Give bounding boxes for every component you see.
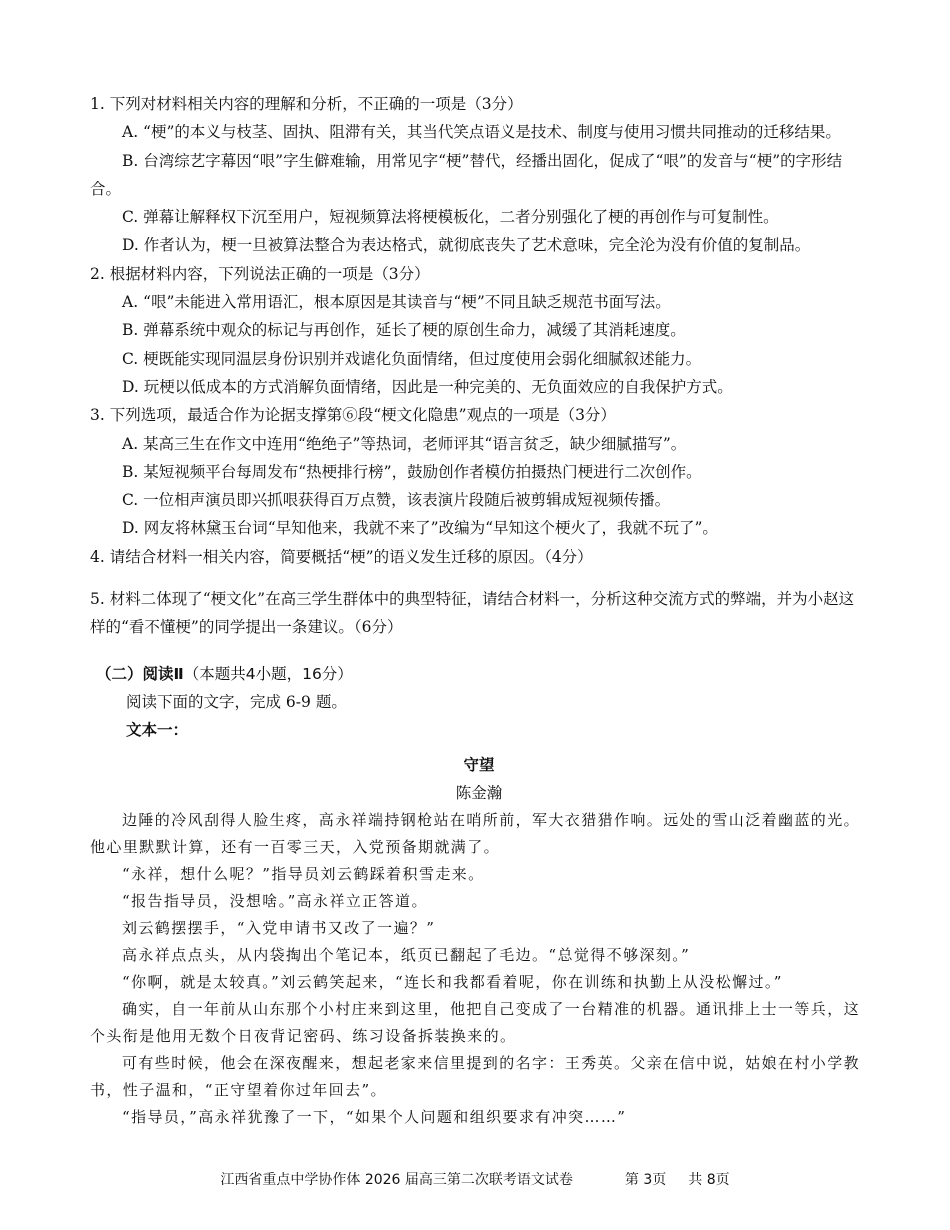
story-author: 陈金瀚: [455, 783, 503, 802]
question-4-stem: 4. 请结合材料一相关内容，简要概括“梗”的语义发生迁移的原因。（4分）: [90, 547, 593, 566]
question-3-option-d: D. 网友将林黛玉台词“早知他来，我就不来了”改编为“早知这个梗火了，我就不玩了”。: [122, 519, 718, 538]
footer-exam-title: 江西省重点中学协作体 2026 届高三第二次联考语文试卷: [220, 1172, 573, 1188]
story-paragraph: “你啊，就是太较真。”刘云鹤笑起来，“连长和我都看着呢，你在训练和执勤上从没松懈过。”: [122, 973, 783, 992]
question-2-option-c: C. 梗既能实现同温层身份识别并戏谑化负面情绪，但过度使用会弱化细腻叙述能力。: [122, 349, 702, 368]
question-block: [90, 90, 868, 642]
question-1-option-a: A. “梗”的本义与枝茎、固执、阻滞有关，其当代笑点语义是技术、制度与使用习惯共同推动的迁移结果。: [122, 123, 841, 142]
question-1-option-d: D. 作者认为，梗一旦被算法整合为表达格式，就彻底丧失了艺术意味，完全沦为没有价值的复制品。: [122, 236, 811, 255]
question-1-option-b: B. 台湾综艺字幕因“哏”字生僻难输，用常见字“梗”替代，经播出固化，促成了“哏”的发音与“梗”的字形结合。: [90, 151, 843, 198]
story-paragraph: 边陲的冷风刮得人脸生疼，高永祥端持钢枪站在哨所前，军大衣猎猎作响。远处的雪山泛着幽蓝的光。他心里默默计算，还有一百零三天，入党预备期就满了。: [90, 811, 861, 857]
question-3-stem: 3. 下列选项，最适合作为论据支撑第⑥段“梗文化隐患”观点的一项是（3分）: [90, 406, 616, 425]
question-2-option-d: D. 玩梗以低成本的方式消解负面情绪，因此是一种完美的、无负面效应的自我保护方式。: [122, 377, 733, 396]
story-title: 守望: [463, 755, 495, 774]
footer-total-pages: 共 8页: [688, 1172, 730, 1188]
question-3-option-c: C. 一位相声演员即兴抓哏获得百万点赞，该表演片段随后被剪辑成短视频传播。: [122, 491, 671, 510]
story-paragraph: “报告指导员，没想啥。”高永祥立正答道。: [122, 892, 428, 911]
question-2-option-b: B. 弹幕系统中观众的标记与再创作，延长了梗的原创生命力，减缓了其消耗速度。: [122, 321, 686, 340]
story-paragraph: 确实，自一年前从山东那个小村庄来到这里，他把自己变成了一台精准的机器。通讯排上士一等兵，这个头衔是他用无数个日夜背记密码、练习设备拆装换来的。: [90, 1000, 861, 1046]
story-paragraph: “永祥，想什么呢？”指导员刘云鹤踩着积雪走来。: [122, 865, 485, 884]
question-3-option-a: A. 某高三生在作文中连用“绝绝子”等热词，老师评其“语言贫乏，缺少细腻描写”。: [122, 434, 687, 453]
footer-page-number: 第 3页: [624, 1172, 667, 1188]
question-1-stem: 1. 下列对材料相关内容的理解和分析，不正确的一项是（3分）: [90, 95, 523, 113]
question-3-option-b: B. 某短视频平台每周发布“热梗排行榜”，鼓励创作者模仿拍摄热门梗进行二次创作。: [122, 462, 702, 481]
story-paragraph: 可有些时候，他会在深夜醒来，想起老家来信里提到的名字：王秀英。父亲在信中说，姑娘在村小学教书，性子温和，“正守望着你过年回去”。: [90, 1054, 861, 1100]
page-footer: [0, 1166, 950, 1194]
text-label: 文本一：: [126, 721, 189, 740]
story-paragraph: 高永祥点点头，从内袋掏出个笔记本，纸页已翻起了毛边。“总觉得不够深刻。”: [122, 946, 691, 965]
question-2-option-a: A. “哏”未能进入常用语汇，根本原因是其读音与“梗”不同且缺乏规范书面写法。: [122, 293, 671, 312]
story-paragraph: “指导员，”高永祥犹豫了一下，“如果个人问题和组织要求有冲突……”: [122, 1108, 627, 1127]
section-heading-title: （二）阅读Ⅱ: [96, 664, 184, 683]
question-5-stem: 5. 材料二体现了“梗文化”在高三学生群体中的典型特征，请结合材料一，分析这种交流方式的弊端，并为小赵这样的“看不懂梗”的同学提出一条建议。（6分）: [90, 590, 855, 637]
section-heading: [90, 660, 868, 688]
section-instruction: 阅读下面的文字，完成 6-9 题。: [126, 692, 347, 711]
story-paragraph: 刘云鹤摆摆手，“入党申请书又改了一遍？”: [122, 919, 436, 938]
question-2-stem: 2. 根据材料内容，下列说法正确的一项是（3分）: [90, 264, 430, 283]
story-body: [90, 807, 868, 1131]
question-1-option-c: C. 弹幕让解释权下沉至用户，短视频算法将梗模板化，二者分别强化了梗的再创作与可复制性。: [122, 208, 779, 227]
section-heading-detail: （本题共4小题，16分）: [183, 664, 353, 683]
